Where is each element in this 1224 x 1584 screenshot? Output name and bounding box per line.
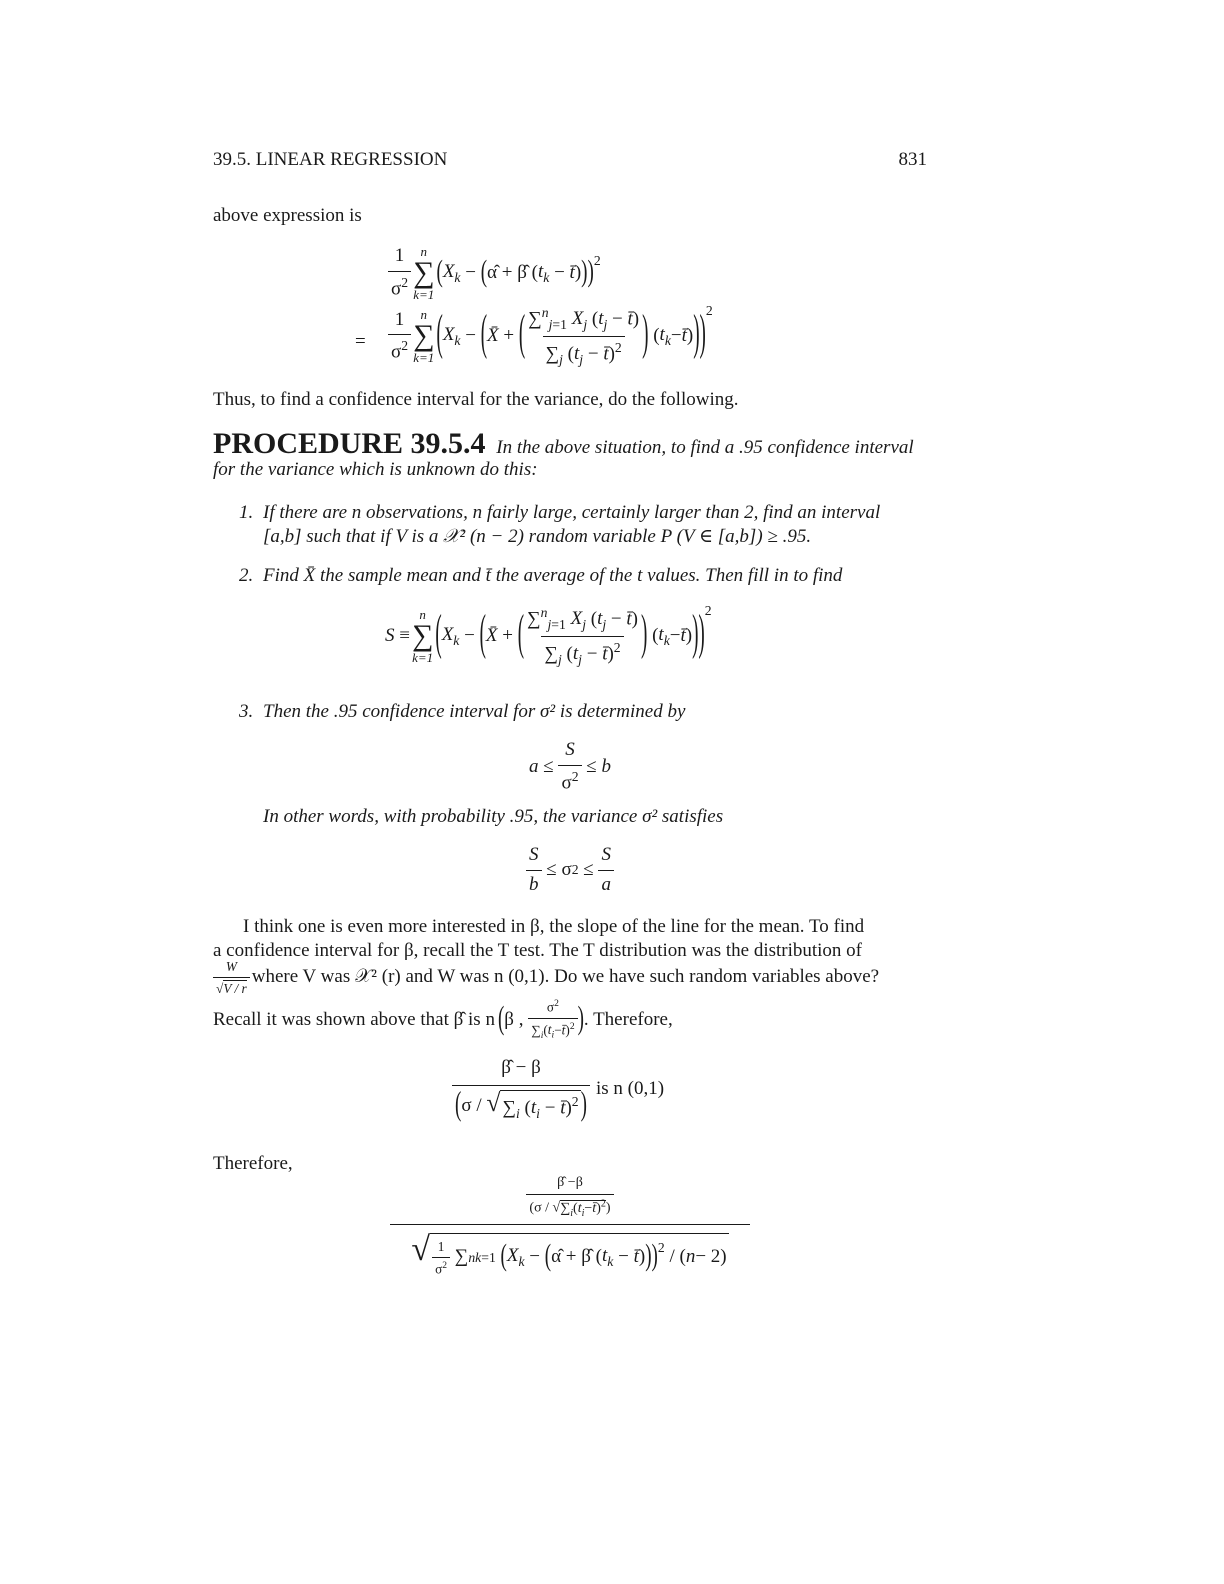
equation-sse-expanded: $\frac{1}{\sigma^2}$ n ∑ k=1 ( $X_k$ − ( X̄ + ( $\frac{\sum^n_{j=1} X_j (t_j - t̄)}{\sum_j (t_j - t̄)^2}$ ) ( $t_k$ − t̄ ) ) ) $^2$	[388, 304, 713, 369]
page-number: 831	[898, 149, 927, 170]
equation-t-statistic	[390, 1174, 750, 1278]
running-header: 39.5. LINEAR REGRESSION	[213, 149, 448, 170]
equation-ci-bounds: a ≤ $\frac{S}{\sigma^2}$ ≤ b	[213, 738, 927, 796]
item-1-line-1: If there are n observations, n fairly large, certainly larger than 2, find an interval	[263, 502, 881, 523]
para-line-3-text: where V was 𝒳² (r) and W was n (0,1). Do we have such random variables above?	[251, 966, 880, 988]
t-stat-denominator: √ $\frac{1}{\sigma^2}$ ∑ n k=1 ( $X_k$ − ( α̂ + β̂ ( $t_k$ − t̄ ) ) ) $^2$ / ( n − 2)	[390, 1224, 750, 1278]
equation-beta-normalized: β̂ − β (σ / √ $\sum_i$ ($t_i$ − t̄)$^2$ ) is n (0,1)	[452, 1056, 664, 1123]
intro-text: above expression is	[213, 205, 362, 226]
procedure-intro-2: for the variance which is unknown do this:	[213, 459, 538, 480]
para-line-2: a confidence interval for β, recall the T test. The T distribution was the distribution of	[213, 940, 863, 961]
item-1-line-2: [a,b] such that if V is a 𝒳² (n − 2) random variable P (V ∈ [a,b]) ≥ .95.	[263, 526, 812, 547]
t-stat-numerator: $\frac{\betâ -\beta}{(\sigma / √\sum_i(t_i-t̄)^2)}$	[526, 1174, 613, 1220]
item-3-text: Then the .95 confidence interval for σ² is determined by	[263, 701, 686, 722]
para-line-1: I think one is even more interested in β, the slope of the line for the mean. To find	[243, 916, 865, 937]
equation-variance-interval: $\frac{S}{b}$ ≤ σ 2 ≤ $\frac{S}{a}$	[213, 843, 927, 897]
is-n01-text: is n (0,1)	[595, 1077, 665, 1099]
recall-line: Recall it was shown above that β̂ is n ( β , $\frac{\sigma^2}{\sum_i(t_i-t̄)^2}$ ) . Therefore,	[213, 998, 673, 1041]
equation-s-definition: S ≡ n ∑ k=1 ( $X_k$ − ( X̄ + ( $\frac{\sum^n_{j=1} X_j (t_j - t̄)}{\sum_j (t_j - t̄)^2}$ ) ( $t_k$ − t̄ ) ) ) $^2$	[385, 602, 712, 668]
item-2-number: 2.	[239, 565, 254, 586]
t-ratio-fraction: $\frac{W}{√V / r}$	[213, 958, 250, 998]
therefore-suffix: . Therefore,	[583, 1008, 673, 1030]
item-2-text: Find X̄ the sample mean and t̄ the average of the t values. Then fill in to find	[263, 565, 843, 586]
item-3-number: 3.	[239, 701, 254, 722]
therefore-text: Therefore,	[213, 1153, 293, 1174]
item-1-number: 1.	[239, 502, 254, 523]
other-words-text: In other words, with probability .95, the variance σ² satisfies	[263, 806, 724, 827]
procedure-title: PROCEDURE 39.5.4	[213, 427, 486, 460]
recall-text: Recall it was shown above that β̂ is n	[213, 1008, 495, 1030]
para-line-3	[213, 958, 879, 998]
equals-sign: =	[355, 331, 366, 352]
equation-sse-alpha-beta: $\frac{1}{\sigma^2}$ n ∑ k=1 ( $X_k$ − ( α̂ + β̂ ( $t_k$ − t̄ ) ) ) $^2$	[388, 244, 601, 302]
thus-text: Thus, to find a confidence interval for the variance, do the following.	[213, 389, 739, 410]
procedure-intro-1: In the above situation, to find a .95 confidence interval	[496, 437, 914, 458]
